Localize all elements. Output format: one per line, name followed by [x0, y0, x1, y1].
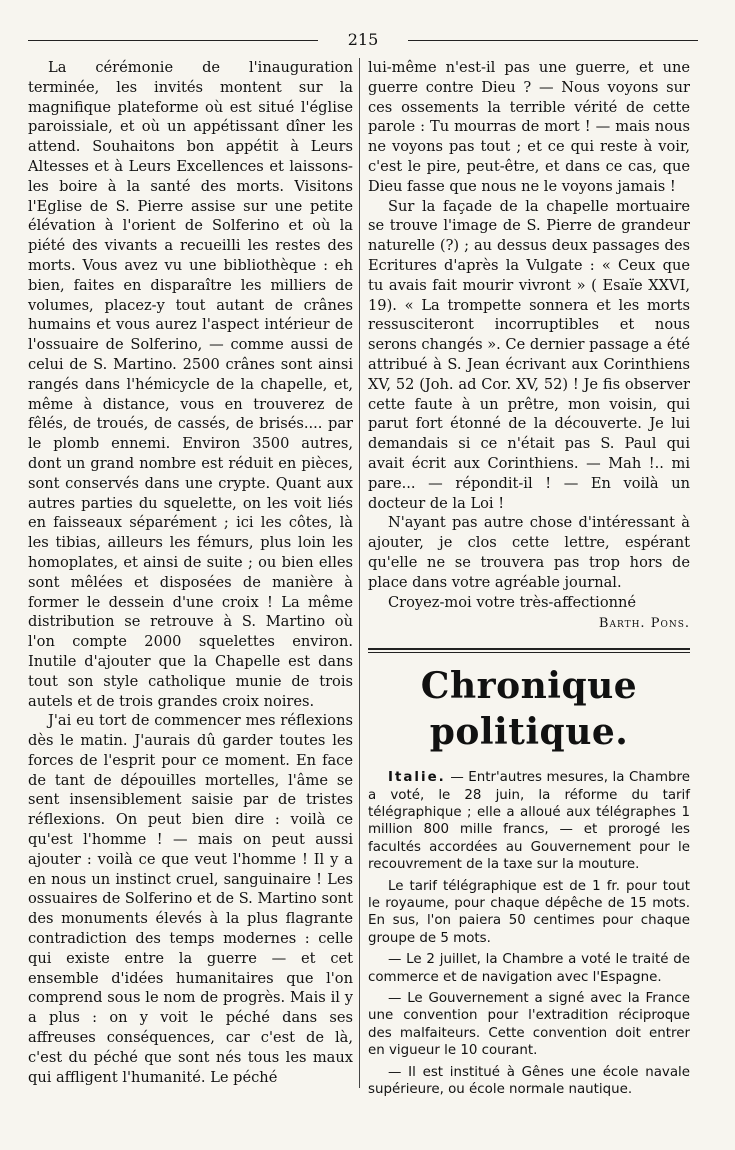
news-item: — Le Gouvernement a signé avec la France une convention pour l'extradition réciproque des malfaiteurs. Cette convention doit entrer en vigueur le 10 courant.	[368, 990, 690, 1059]
news-item: — Le 2 juillet, la Chambre a voté le traité de commerce et de navigation avec l'Espagne.	[368, 952, 690, 985]
news-item: — Il est institué à Gênes une école navale supérieure, ou école normale nautique.	[368, 1064, 690, 1098]
page-number: 215	[347, 30, 379, 49]
signature: Barth. Pons.	[598, 616, 690, 632]
right-column	[368, 58, 690, 1102]
paragraph: La cérémonie de l'inauguration terminée, les invités montent sur la magnifique plateforme où est situé l'église paroissiale, et où un appétissant dîner les attend. Souhaitons bon appétit à Leurs Altesses et à Leurs Excellences et laissons-les boire à la santé des morts. Visitons l'Eglise de S. Pierre assise sur une petite élévation à l'orient de Solferino et où la piété des vivants a recueilli les restes des morts. Vous avez vu une bibliothèque : eh bien, faites en disparaître les milliers de volumes, placez-y tout autant de crânes humains et vous aurez l'aspect intérieur de l'ossuaire de Solferino, — comme aussi de celui de S. Martino. 2500 crânes sont ainsi rangés dans l'hémicycle de la chapelle, et, même à distance, vous en trouverez de fêlés, de troués, de cassés, de brisés.... par le plomb ennemi. Environ 3500 autres, dont un grand nombre est réduit en pièces, sont conservés dans une crypte. Quant aux autres parties du squelette, on les voit liés en faisseaux séparément ; ici les côtes, là les tibias, ailleurs les fémurs, plus loin les homoplates, et ainsi de suite ; ou bien elles sont mêlées et disposées de manière à former le dessein d'une croix ! La même distribution se retrouve à S. Martino où l'on compte 2000 squelettes environ. Inutile d'ajouter que la Chapelle est dans tout son style catholique munie de trois autels et de trois grandes croix noires.	[28, 59, 353, 710]
chronique-body	[368, 769, 690, 1098]
section-separator	[368, 648, 690, 653]
news-item: Italie. — Entr'autres mesures, la Chambre a voté, le 28 juin, la réforme du tarif télégraphique ; elle a alloué aux télégraphes 1 million 800 mille francs, — et prorogé les facultés accordées au Gouvernement pour le recouvrement de la taxe sur la mouture.	[368, 770, 690, 873]
country-lead: Italie.	[388, 770, 446, 786]
paragraph: lui-même n'est-il pas une guerre, et une guerre contre Dieu ? — Nous voyons sur ces ossements la terrible vérité de cette parole : Tu mourras de mort ! — mais nous ne voyons pas tout ; et ce qui reste à voir, c'est le pire, peut-être, et dans ce cas, que Dieu fasse que nous ne le voyons jamais !	[368, 59, 690, 195]
left-column	[28, 58, 353, 1087]
column-divider	[359, 58, 360, 1088]
page-header	[28, 28, 698, 52]
paragraph: Croyez-moi votre très-affectionné	[388, 593, 637, 611]
header-rule-right	[408, 40, 698, 41]
paragraph: J'ai eu tort de commencer mes réflexions dès le matin. J'aurais dû garder toutes les forces de l'esprit pour ce moment. En face de tant de dépouilles mortelles, l'âme se sent insensiblement saisie par de tristes réflexions. On peut bien dire : voilà ce qu'est l'homme ! — mais on peut aussi ajouter : voilà ce que veut l'homme ! Il y a en nous un instinct cruel, sanguinaire ! Les ossuaires de Solferino et de S. Martino sont des monuments élevés à la plus flagrante contradiction des temps modernes : celle qui existe entre la guerre — et cet ensemble d'idées humanitaires que l'on comprend sous le nom de progrès. Mais il y a plus : on y voit le péché dans ses affreuses conséquences, car c'est de là, c'est du péché que sont nés tous les maux qui affligent l'humanité. Le péché	[28, 712, 353, 1086]
paragraph: Sur la façade de la chapelle mortuaire se trouve l'image de S. Pierre de grandeur naturelle (?) ; au dessus deux passages des Ecritures d'après la Vulgate : « Ceux que tu avais fait mourir vivront » ( Esaïe XXVI, 19). « La trompette sonnera et les morts ressusciteront incorruptibles et nous serons changés ». Ce dernier passage a été attribué à S. Jean écrivant aux Corinthiens XV, 52 (Joh. ad Cor. XV, 52) ! Je fis observer cette faute à un prêtre, mon voisin, qui parut fort étonné de la découverte. Je lui demandais si ce n'était pas S. Paul qui avait écrit aux Corinthiens. — Mah !.. mi pare... — répondit-il ! — En voilà un docteur de la Loi !	[368, 197, 690, 512]
news-item: Le tarif télégraphique est de 1 fr. pour tout le royaume, pour chaque dépêche de 15 mots. En sus, l'on paiera 50 centimes pour chaque groupe de 5 mots.	[368, 878, 690, 946]
section-title: Chronique politique.	[420, 665, 638, 754]
paragraph: N'ayant pas autre chose d'intéressant à ajouter, je clos cette lettre, espérant qu'elle ne se trouvera pas trop hors de place dans votre agréable journal.	[368, 514, 690, 591]
